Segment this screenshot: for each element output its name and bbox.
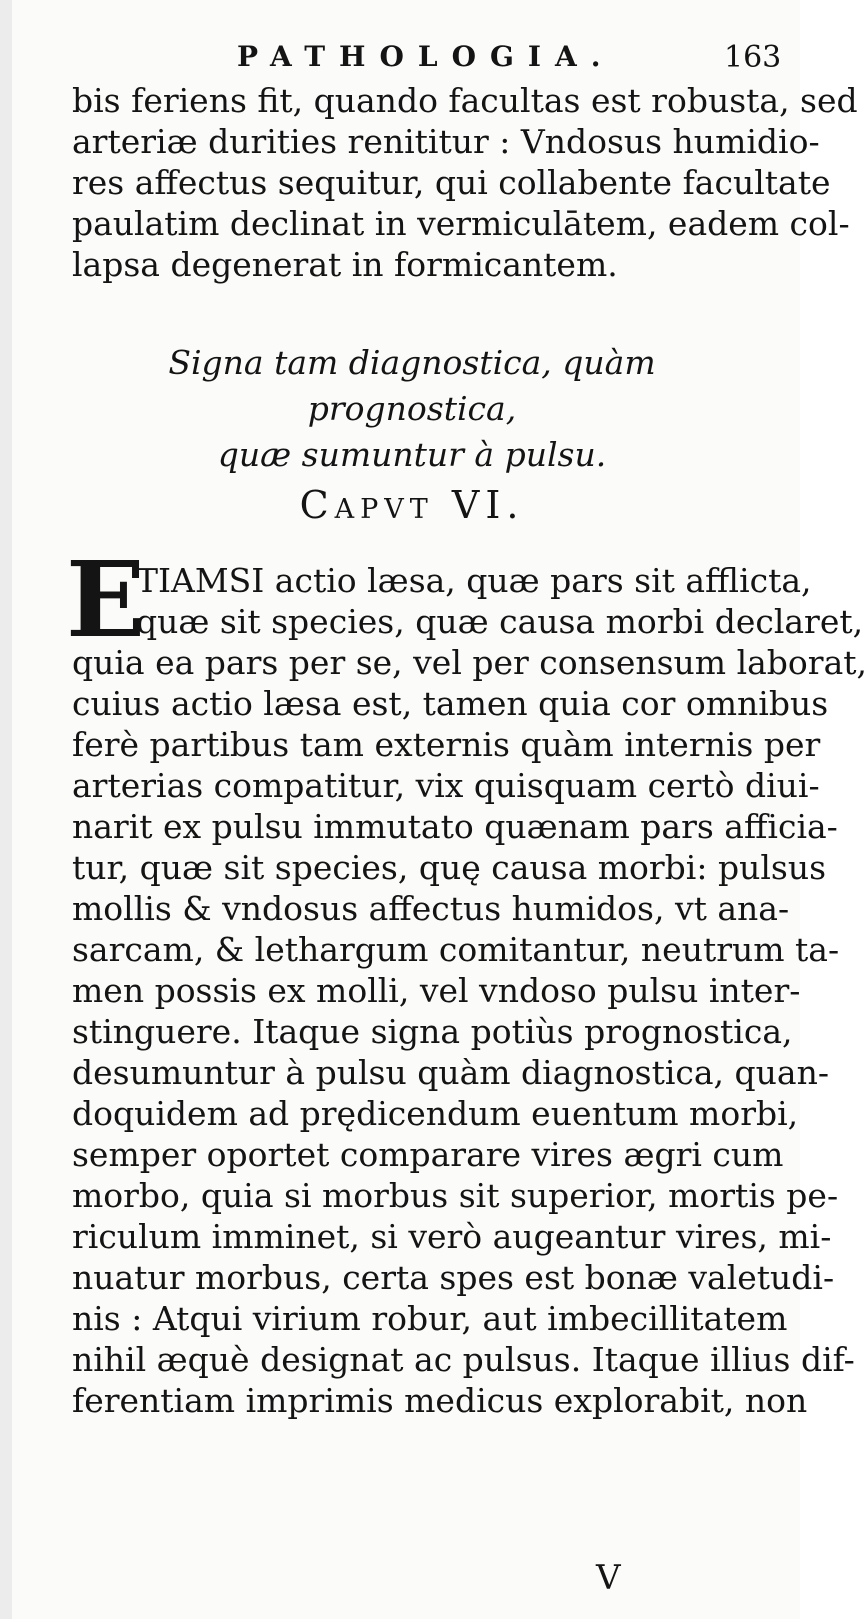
drop-cap: E <box>66 538 146 661</box>
text-line: nis : Atqui virium robur, aut imbecillitatem <box>72 1299 788 1338</box>
text-line: ferentiam imprimis medicus explorabit, non <box>72 1381 808 1420</box>
text-line: stinguere. Itaque signa potiùs prognostica, <box>72 1012 793 1051</box>
text-line: narit ex pulsu immutato quænam pars afficia- <box>72 807 838 846</box>
continued-paragraph <box>72 80 858 285</box>
text-line: nihil æquè designat ac pulsus. Itaque illius dif- <box>72 1340 855 1379</box>
running-title: PATHOLOGIA. <box>237 40 615 73</box>
text-line: quia ea pars per se, vel per consensum laborat, <box>72 643 867 682</box>
page-number: 163 <box>724 40 782 75</box>
text-line: TIAMSI actio læsa, quæ pars sit afflicta, <box>136 561 812 600</box>
text-line: desumuntur à pulsu quàm diagnostica, quan- <box>72 1053 829 1092</box>
text-line: mollis & vndosus affectus humidos, vt ana- <box>72 889 790 928</box>
text-line: quæ sit species, quæ causa morbi declaret, <box>136 602 864 641</box>
chapter-body <box>72 560 867 1421</box>
section-subtitle <box>72 340 752 478</box>
subtitle-line: Signa tam diagnostica, quàm prognostica, <box>168 343 656 428</box>
running-head <box>12 40 812 80</box>
text-line: morbo, quia si morbus sit superior, mortis pe- <box>72 1176 839 1215</box>
text-line: tur, quæ sit species, quę causa morbi: pulsus <box>72 848 827 887</box>
text-line: cuius actio læsa est, tamen quia cor omnibus <box>72 684 829 723</box>
text-line: nuatur morbus, certa spes est bonæ valetudi- <box>72 1258 835 1297</box>
text-line: men possis ex molli, vel vndoso pulsu inter- <box>72 971 801 1010</box>
text-line: ferè partibus tam externis quàm internis per <box>72 725 821 764</box>
text-line: semper oportet comparare vires ægri cum <box>72 1135 784 1174</box>
text-line: sarcam, & lethargum comitantur, neutrum ta- <box>72 930 840 969</box>
text-line: lapsa degenerat in formicantem. <box>72 245 618 284</box>
text-line: bis feriens fit, quando facultas est robusta, sed <box>72 81 858 120</box>
text-line: arteriæ durities renititur : Vndosus humidio- <box>72 122 820 161</box>
text-line: riculum imminet, si verò augeantur vires, mi- <box>72 1217 832 1256</box>
text-line: res affectus sequitur, qui collabente facultate <box>72 163 831 202</box>
subtitle-line: quæ sumuntur à pulsu. <box>217 435 607 474</box>
chapter-heading: Capvt VI. <box>299 483 525 527</box>
text-line: paulatim declinat in vermiculātem, eadem col- <box>72 204 850 243</box>
text-line: arterias compatitur, vix quisquam certò diui- <box>72 766 820 805</box>
text-line: doquidem ad prędicendum euentum morbi, <box>72 1094 799 1133</box>
signature-mark: V <box>596 1558 621 1598</box>
